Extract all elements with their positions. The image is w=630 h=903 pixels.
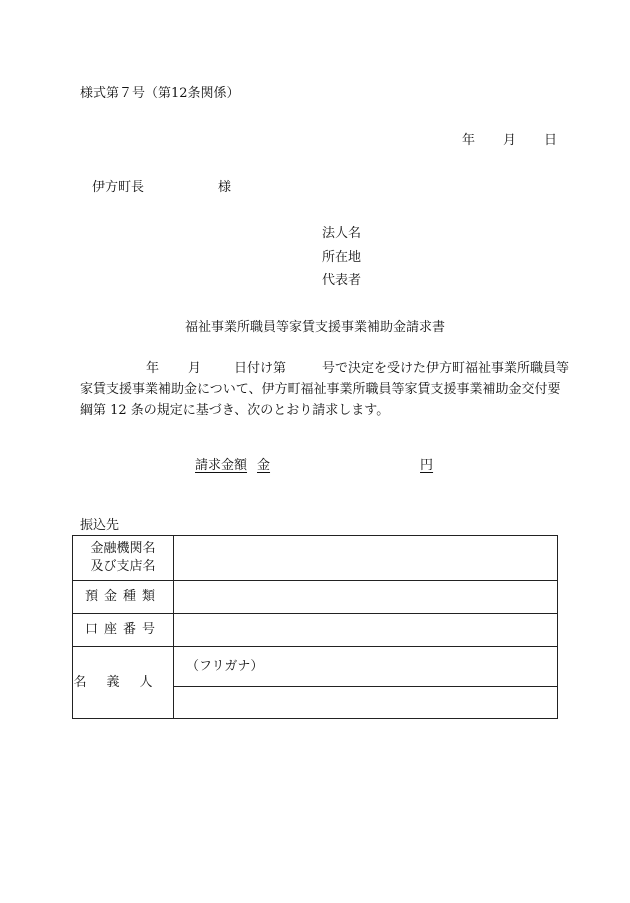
addressee-name: 伊方町長 [92, 180, 145, 195]
bank-name-label-line1: 金融機関名 [90, 541, 156, 556]
transfer-label: 振込先 [80, 518, 120, 533]
account-number-label: 口座番号 [73, 614, 174, 647]
furigana-label: （フリガナ） [186, 659, 264, 674]
deposit-type-field[interactable] [174, 581, 558, 614]
body-line-3: 綱第 12 条の規定に基づき、次のとおり請求します。 [80, 403, 390, 418]
date-year: 年 [462, 133, 476, 148]
table-row [73, 536, 558, 581]
amount-kin: 金 [257, 458, 271, 473]
applicant-corp-name: 法人名 [322, 226, 362, 241]
account-holder-field[interactable] [174, 687, 558, 719]
table-row [73, 581, 558, 614]
body-year: 年 [146, 361, 160, 376]
addressee-honorific: 様 [218, 180, 232, 195]
applicant-address: 所在地 [322, 250, 362, 265]
bank-name-label-line2: 及び支店名 [90, 559, 156, 574]
bank-name-label [73, 536, 174, 581]
body-month: 月 [188, 361, 202, 376]
table-row [73, 614, 558, 647]
applicant-representative: 代表者 [322, 273, 362, 288]
document-title: 福祉事業所職員等家賃支援事業補助金請求書 [184, 320, 445, 335]
body-text [80, 358, 570, 421]
addressee [92, 180, 231, 196]
bank-name-field[interactable] [174, 536, 558, 581]
body-line1-rest: 号で決定を受けた伊方町福祉事業所職員等 [322, 361, 570, 376]
date-month: 月 [503, 133, 517, 148]
furigana-field[interactable] [174, 647, 558, 687]
amount-line [195, 458, 433, 474]
account-number-field[interactable] [174, 614, 558, 647]
deposit-type-label: 預金種類 [73, 581, 174, 614]
body-line-1 [80, 358, 570, 379]
account-holder-label: 名義人 [73, 647, 174, 719]
amount-label: 請求金額 [195, 458, 248, 473]
date-day: 日 [544, 133, 558, 148]
form-number: 様式第７号（第12条関係） [80, 86, 240, 101]
body-day: 日付け第 [234, 361, 287, 376]
amount-unit: 円 [420, 458, 434, 473]
table-row [73, 647, 558, 687]
bank-table [72, 535, 558, 719]
body-line-2: 家賃支援事業補助金について、伊方町福祉事業所職員等家賃支援事業補助金交付要 [80, 382, 561, 397]
date-line [462, 133, 557, 149]
